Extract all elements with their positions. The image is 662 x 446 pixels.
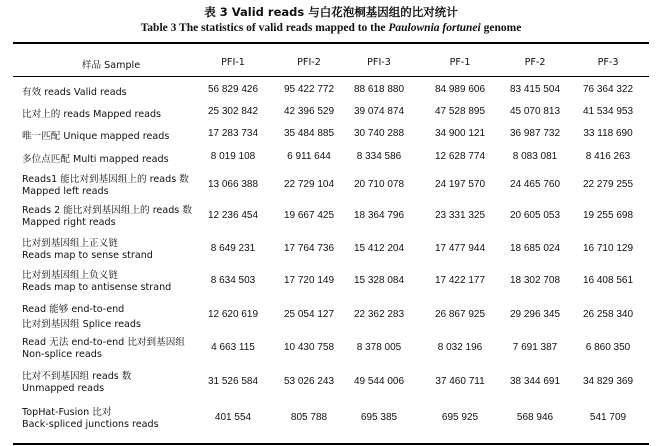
table-caption-english [0,22,662,34]
table-cell: 17 477 944 [434,243,486,254]
table-cell: 12 236 454 [207,210,259,221]
row-label: Unmapped reads [22,383,105,394]
table-cell: 8 019 108 [210,151,256,162]
row-label: 比对到基因组上正义链 [22,238,118,249]
table-cell: 541 709 [589,412,627,423]
table-cell: 695 385 [360,412,398,423]
table-cell: 20 605 053 [509,210,561,221]
table-cell: 83 415 504 [509,84,561,95]
table-cell: 45 070 813 [509,106,561,117]
row-label: Back-spliced junctions reads [22,419,159,430]
table-cell: 33 118 690 [583,128,633,139]
table-cell: 13 066 388 [207,179,259,190]
row-label: Read 能够 end-to-end [22,304,125,315]
table-cell: 568 946 [516,412,554,423]
column-header-pf-2: PF-2 [524,57,546,68]
table-cell: 76 364 322 [582,84,634,95]
table-cell: 401 554 [214,412,252,423]
table-cell: 41 534 953 [582,106,634,117]
table-cell: 47 528 895 [434,106,486,117]
table-cell: 8 378 005 [356,342,402,353]
table-cell: 17 720 149 [283,275,335,286]
row-label: Read 无法 end-to-end 比对到基因组 [22,337,185,348]
table-cell: 24 197 570 [434,179,486,190]
row-label: Non-splice reads [22,349,102,360]
column-header-pfi-3: PFI-3 [367,57,391,68]
table-cell: 20 710 078 [353,179,405,190]
row-label: 比对不到基因组 reads 数 [22,371,132,382]
table-cell: 26 258 340 [582,309,634,320]
row-label: 多位点匹配 Multi mapped reads [22,153,169,165]
table-cell: 24 465 760 [509,179,561,190]
table-cell: 25 054 127 [283,309,335,320]
table-cell: 34 829 369 [582,376,634,387]
row-label: 比对上的 reads Mapped reads [22,108,162,120]
table-cell: 8 334 586 [356,151,402,162]
column-header-pfi-2: PFI-2 [297,57,321,68]
caption-english-suffix: genome [480,22,522,34]
column-header-pf-3: PF-3 [597,57,619,68]
table-cell: 22 729 104 [283,179,335,190]
table-cell: 29 296 345 [509,309,561,320]
row-label: 比对到基因组 Splice reads [22,319,141,330]
row-label: Reads map to sense strand [22,250,153,261]
table-cell: 7 691 387 [512,342,558,353]
table-cell: 805 788 [290,412,328,423]
table-cell: 15 328 084 [353,275,405,286]
table-cell: 8 649 231 [210,243,256,254]
table-cell: 18 685 024 [509,243,561,254]
column-header-pf-1: PF-1 [449,57,471,68]
table-cell: 8 083 081 [512,151,558,162]
table-cell: 49 544 006 [353,376,405,387]
table-cell: 18 302 708 [509,275,561,286]
table-cell: 8 032 196 [437,342,483,353]
table-cell: 37 460 711 [435,376,485,387]
table-cell: 31 526 584 [207,376,259,387]
table-cell: 22 362 283 [353,309,405,320]
table-cell: 84 989 606 [434,84,486,95]
table-cell: 56 829 426 [207,84,259,95]
table-cell: 6 860 350 [585,342,631,353]
table-cell: 19 255 698 [582,210,634,221]
table-cell: 8 416 263 [585,151,631,162]
table-cell: 26 867 925 [434,309,486,320]
row-label: 唯一匹配 Unique mapped reads [22,130,170,142]
table-cell: 30 740 288 [353,128,405,139]
row-label: 有效 reads Valid reads [22,86,127,98]
column-header-pfi-1: PFI-1 [221,57,245,68]
row-label: Reads1 能比对到基因组上的 reads 数 [22,174,189,185]
table-cell: 53 026 243 [283,376,335,387]
table-cell: 38 344 691 [509,376,561,387]
table-cell: 88 618 880 [353,84,405,95]
row-label: 比对到基因组上负义链 [22,270,118,281]
table-caption-chinese: 表 3 Valid reads 与白花泡桐基因组的比对统计 [204,5,458,19]
table-cell: 18 364 796 [353,210,405,221]
table-cell: 10 430 758 [283,342,335,353]
table-cell: 695 925 [441,412,479,423]
caption-english-prefix: Table 3 The statistics of valid reads mapped to the [140,22,389,34]
column-header-sample: 样品 Sample [81,60,141,71]
table-cell: 12 628 774 [434,151,486,162]
table-cell: 95 422 772 [283,84,335,95]
table-cell: 15 412 204 [353,243,405,254]
row-label: Reads 2 能比对到基因组上的 reads 数 [22,205,192,216]
row-label: Reads map to antisense strand [22,282,172,293]
table-cell: 22 279 255 [582,179,634,190]
table-cell: 17 422 177 [434,275,486,286]
row-label: Mapped right reads [22,217,116,228]
caption-species-name: Paulownia fortunei [388,22,481,34]
table-header-rule [13,76,649,77]
table-cell: 12 620 619 [207,309,259,320]
table-top-rule [13,42,649,44]
table-cell: 16 710 129 [582,243,634,254]
table-cell: 16 408 561 [582,275,634,286]
table-cell: 23 331 325 [434,210,486,221]
table-cell: 42 396 529 [283,106,335,117]
table-cell: 6 911 644 [287,151,331,162]
row-label: TopHat-Fusion 比对 [22,407,112,418]
table-cell: 36 987 732 [509,128,561,139]
table-cell: 39 074 874 [353,106,405,117]
table-cell: 34 900 121 [434,128,486,139]
table-cell: 25 302 842 [207,106,259,117]
table-cell: 17 283 734 [207,128,259,139]
table-cell: 8 634 503 [210,275,256,286]
table-cell: 17 764 736 [283,243,335,254]
table-bottom-rule [13,443,649,445]
table-cell: 4 663 115 [211,342,255,353]
row-label: Mapped left reads [22,186,109,197]
table-cell: 19 667 425 [283,210,335,221]
table-cell: 35 484 885 [283,128,335,139]
